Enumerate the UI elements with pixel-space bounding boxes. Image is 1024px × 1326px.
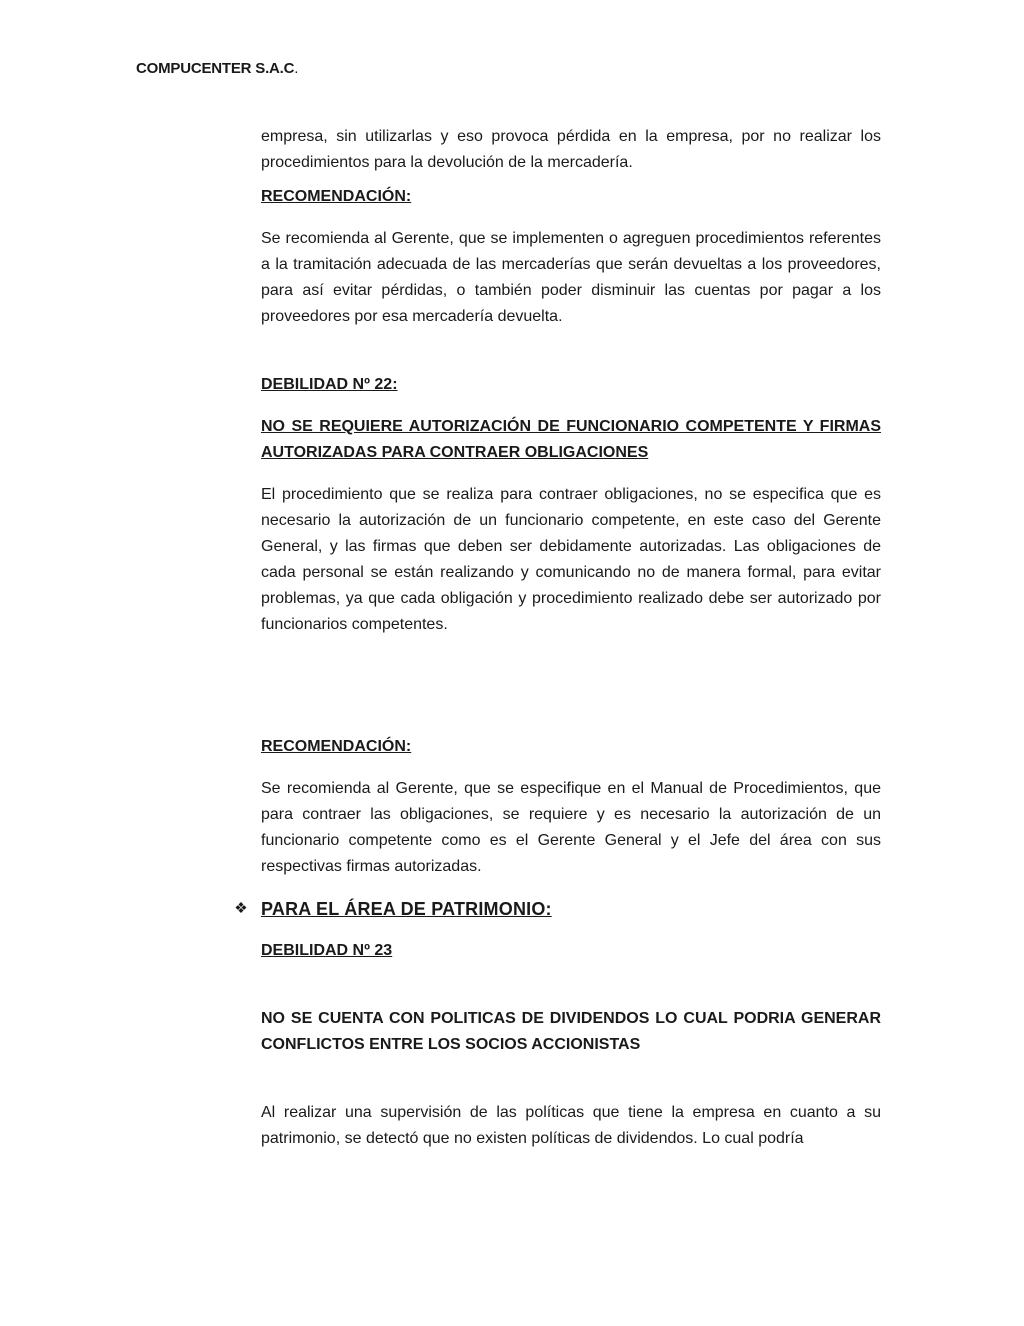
weakness-22-title: NO SE REQUIERE AUTORIZACIÓN DE FUNCIONARIO COMPETENTE Y FIRMAS AUTORIZADAS PARA CONTRAER OBLIGACIONES	[261, 418, 881, 461]
recommendation-text-2: Se recomienda al Gerente, que se especifique en el Manual de Procedimientos, que para contraer las obligaciones, se requiere y es necesario la autorización de un funcionario competente como es el Gerente General y el Jefe del área con sus respectivas firmas autorizadas.	[261, 780, 881, 875]
company-name-period: .	[294, 60, 299, 77]
weakness-22-text: El procedimiento que se realiza para contraer obligaciones, no se especifica que es necesario la autorización de un funcionario competente, en este caso del Gerente General, y las firmas que deben ser debidamente autorizadas. Las obligaciones de cada personal se están realizando y comunicando no de manera formal, para evitar problemas, ya que cada obligación y procedimiento realizado debe ser autorizado por funcionarios competentes.	[261, 486, 881, 633]
recommendation-heading: RECOMENDACIÓN:	[261, 188, 412, 205]
company-name: COMPUCENTER S.A.C	[136, 60, 295, 77]
recommendation-text: Se recomienda al Gerente, que se implementen o agreguen procedimientos referentes a la tramitación adecuada de las mercaderías que serán devueltas a los proveedores, para así evitar pérdidas, o también poder disminuir las cuentas por pagar a los proveedores por esa mercadería devuelta.	[261, 230, 881, 325]
weakness-23-title: NO SE CUENTA CON POLITICAS DE DIVIDENDOS LO CUAL PODRIA GENERAR CONFLICTOS ENTRE LOS SOCIOS ACCIONISTAS	[261, 1010, 881, 1053]
weakness-23-heading: DEBILIDAD Nº 23	[261, 942, 393, 959]
page-header	[136, 60, 298, 77]
diamond-bullet-icon: ❖	[234, 900, 248, 917]
weakness-22-heading: DEBILIDAD Nº 22:	[261, 376, 398, 393]
section-title: PARA EL ÁREA DE PATRIMONIO:	[261, 899, 552, 919]
weakness-23-text: Al realizar una supervisión de las políticas que tiene la empresa en cuanto a su patrimonio, se detectó que no existen políticas de dividendos. Lo cual podría	[261, 1104, 881, 1147]
document-body	[234, 124, 881, 1152]
section-heading	[231, 896, 881, 922]
recommendation-heading-2: RECOMENDACIÓN:	[261, 738, 412, 755]
paragraph-continuation: empresa, sin utilizarlas y eso provoca pérdida en la empresa, por no realizar los procedimientos para la devolución de la mercadería.	[261, 128, 881, 171]
